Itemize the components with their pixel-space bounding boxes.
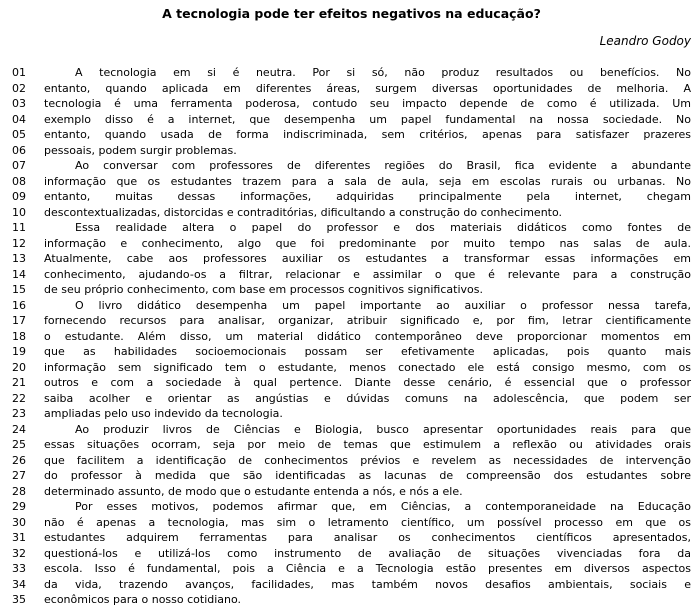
line-number: 14 — [12, 267, 26, 281]
author-byline: Leandro Godoy — [599, 34, 691, 48]
text-line — [12, 484, 691, 500]
text-line — [12, 267, 691, 283]
text-line — [12, 65, 691, 81]
text-line — [12, 530, 691, 546]
line-text: determinado assunto, de modo que o estudante entenda a nós, e nós a ele. — [44, 484, 463, 498]
text-line — [12, 158, 691, 174]
line-number: 35 — [12, 593, 26, 606]
text-line — [12, 96, 691, 112]
line-text: Essa realidade altera o papel do professor e dos materiais didáticos como fontes de — [75, 221, 691, 234]
line-text: fornecendo recursos para analisar, organizar, atribuir significado e, por fim, letrar cientificamente — [44, 314, 691, 327]
text-line — [12, 112, 691, 128]
line-text: estudantes adquirem ferramentas para analisar os conhecimentos científicos apresentados, — [44, 531, 691, 544]
line-text: entanto, quando aplicada em diferentes áreas, surgem diversas oportunidades de melhoria. A — [44, 81, 691, 95]
text-line — [12, 592, 691, 608]
page-title: A tecnologia pode ter efeitos negativos na educação? — [162, 6, 541, 21]
line-text: Atualmente, cabe aos professores auxiliar os estudantes a transformar essas informações em — [44, 252, 691, 265]
line-number: 32 — [12, 546, 26, 560]
line-number: 06 — [12, 143, 26, 157]
line-text: ampliadas pelo uso indevido da tecnologia. — [44, 407, 283, 420]
line-number: 26 — [12, 453, 26, 467]
line-number: 13 — [12, 252, 26, 265]
line-text: Ao conversar com professores de diferentes regiões do Brasil, fica evidente a abundante — [75, 159, 691, 172]
line-number: 30 — [12, 515, 26, 529]
line-text: exemplo disso é a internet, que desempenha um papel fundamental na nossa sociedade. No — [44, 112, 691, 126]
line-number: 10 — [12, 205, 26, 219]
text-line — [12, 81, 691, 97]
text-body — [12, 65, 691, 608]
line-number: 21 — [12, 376, 26, 389]
text-line — [12, 282, 691, 298]
line-number: 09 — [12, 190, 26, 203]
text-line — [12, 298, 691, 314]
line-text: que facilitem a identificação de conhecimentos prévios e revelem as necessidades de intervenção — [44, 453, 691, 467]
line-number: 11 — [12, 221, 26, 234]
line-text: descontextualizadas, distorcidas e contraditórias, dificultando a construção do conhecimento. — [44, 205, 563, 219]
text-line — [12, 406, 691, 422]
line-text: tecnologia é uma ferramenta poderosa, contudo seu impacto depende de como é utilizada. Um — [44, 97, 691, 110]
line-text: escola. Isso é fundamental, pois a Ciência e a Tecnologia estão presentes em diversos aspectos — [44, 562, 691, 575]
text-line — [12, 577, 691, 593]
line-text: Por esses motivos, podemos afirmar que, em Ciências, a contemporaneidade na Educação — [75, 500, 691, 513]
line-number: 27 — [12, 469, 26, 482]
text-line — [12, 453, 691, 469]
line-number: 25 — [12, 438, 26, 451]
text-line — [12, 360, 691, 376]
line-number: 31 — [12, 531, 26, 544]
line-text: Ao produzir livros de Ciências e Biologia, busco apresentar oportunidades reais para que — [75, 422, 691, 436]
text-line — [12, 515, 691, 531]
text-line — [12, 344, 691, 360]
line-text: entanto, quando usada de forma indiscriminada, sem critérios, apenas para satisfazer prazeres — [44, 128, 691, 141]
line-text: entanto, muitas dessas informações, adquiridas principalmente pela internet, chegam — [44, 190, 691, 203]
line-number: 15 — [12, 283, 26, 296]
line-number: 20 — [12, 360, 26, 374]
line-text: questioná-los e utilizá-los como instrumento de avaliação de situações vivenciadas fora da — [44, 546, 691, 560]
line-text: de seu próprio conhecimento, com base em processos cognitivos significativos. — [44, 283, 483, 296]
line-number: 08 — [12, 174, 26, 188]
line-number: 34 — [12, 577, 26, 591]
text-line — [12, 220, 691, 236]
text-line — [12, 251, 691, 267]
text-line — [12, 236, 691, 252]
line-text: A tecnologia em si é neutra. Por si só, não produz resultados ou benefícios. No — [75, 66, 691, 79]
line-number: 04 — [12, 112, 26, 126]
text-line — [12, 205, 691, 221]
text-line — [12, 174, 691, 190]
text-line — [12, 375, 691, 391]
text-line — [12, 127, 691, 143]
line-number: 29 — [12, 500, 26, 513]
line-text: saiba acolher e orientar as angústias e dúvidas comuns na adolescência, que podem ser — [44, 391, 691, 405]
line-number: 22 — [12, 391, 26, 405]
line-number: 28 — [12, 484, 26, 498]
line-number: 33 — [12, 562, 26, 575]
line-number: 17 — [12, 314, 26, 327]
text-line — [12, 499, 691, 515]
text-line — [12, 468, 691, 484]
text-line — [12, 422, 691, 438]
line-text: informação que os estudantes trazem para a sala de aula, seja em escolas rurais ou urbanas. No — [44, 174, 691, 188]
line-text: outros e com a sociedade à qual pertence. Diante desse cenário, é essencial que o professor — [44, 376, 691, 389]
line-text: informação e conhecimento, algo que foi predominante por muito tempo nas salas de aula. — [44, 236, 691, 250]
text-line — [12, 313, 691, 329]
text-line — [12, 437, 691, 453]
line-text: não é apenas a tecnologia, mas sim o letramento científico, um possível processo em que os — [44, 515, 691, 529]
line-number: 16 — [12, 298, 26, 312]
line-text: O livro didático desempenha um papel importante ao auxiliar o professor nessa tarefa, — [75, 298, 691, 312]
text-line — [12, 189, 691, 205]
line-text: do professor à medida que são identificadas as lacunas de compreensão dos estudantes sobre — [44, 469, 691, 482]
line-text: conhecimento, ajudando-os a filtrar, relacionar e assimilar o que é relevante para a construção — [44, 267, 691, 281]
line-text: da vida, trazendo avanços, facilidades, mas também novos desafios ambientais, sociais e — [44, 577, 691, 591]
line-text: essas situações ocorram, seja por meio de temas que estimulem a reflexão ou atividades orais — [44, 438, 691, 451]
line-number: 05 — [12, 128, 26, 141]
text-line — [12, 546, 691, 562]
line-number: 18 — [12, 329, 26, 343]
line-text: o estudante. Além disso, um material didático contemporâneo deve proporcionar momentos em — [44, 329, 691, 343]
text-line — [12, 391, 691, 407]
line-number: 03 — [12, 97, 26, 110]
text-line — [12, 143, 691, 159]
line-text: econômicos para o nosso cotidiano. — [44, 593, 242, 606]
line-number: 01 — [12, 66, 26, 79]
line-number: 23 — [12, 407, 26, 420]
line-text: pessoais, podem surgir problemas. — [44, 143, 237, 157]
text-line — [12, 329, 691, 345]
line-number: 19 — [12, 345, 26, 358]
line-text: informação sem significado tem o estudante, menos conectado ele está consigo mesmo, com os — [44, 360, 691, 374]
line-number: 07 — [12, 159, 26, 172]
line-number: 02 — [12, 81, 26, 95]
line-text: que as habilidades socioemocionais possam ser efetivamente aplicadas, pois quanto mais — [44, 345, 691, 358]
line-number: 24 — [12, 422, 26, 436]
line-number: 12 — [12, 236, 26, 250]
text-line — [12, 561, 691, 577]
